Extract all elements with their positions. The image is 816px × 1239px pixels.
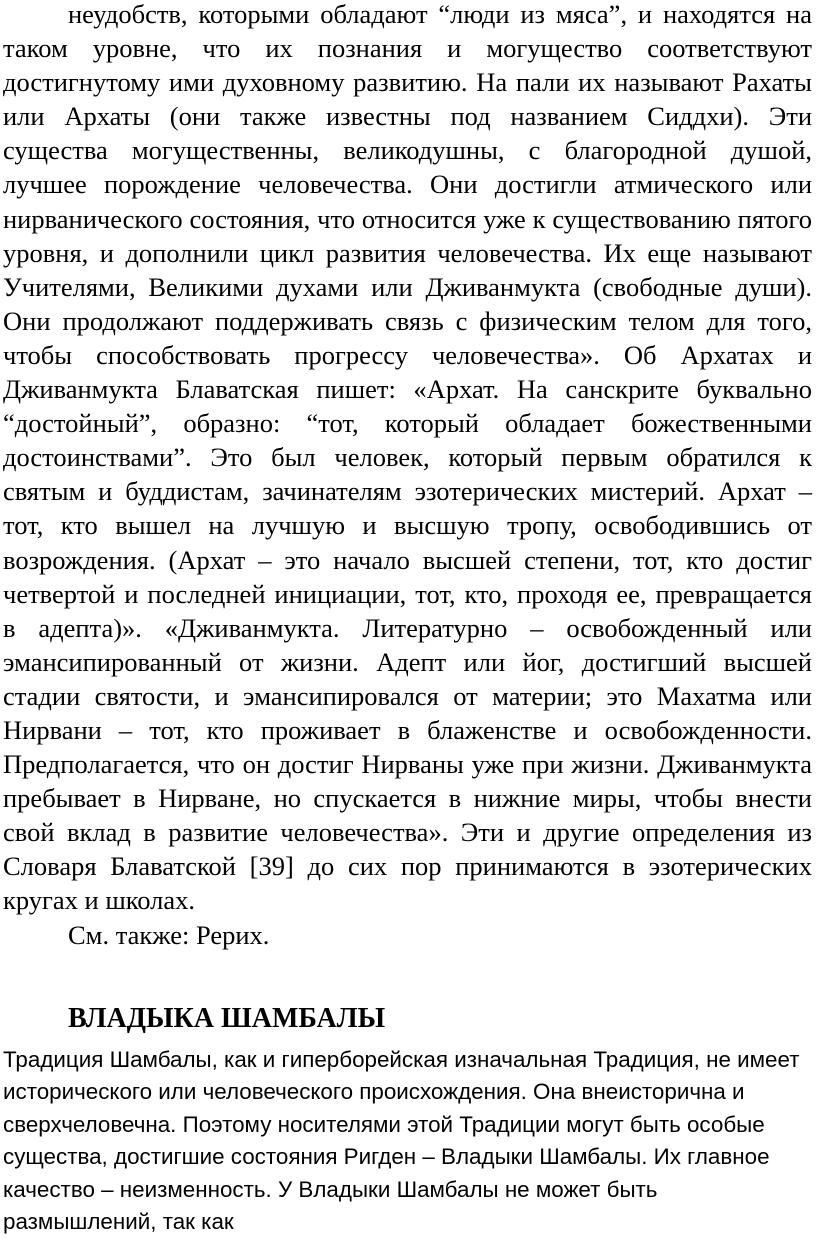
body-paragraph-arhats: неудобств, которыми обладают “люди из мяса”, и находятся на таком уровне, что их познания и могущество соответствуют достигнутому ими духовному развитию. На пали их называют Рахаты или Архаты (они также известны под названием Сиддхи). Эти существа могущественны, великодушны, с благородной душой, лучшее порождение человечества. Они достигли атмического или нирванического состояния, что относится уже к существованию пятого уровня, и дополнили цикл развития человечества. Их еще называют Учителями, Великими духами или Дживанмукта (свободные души). Они продолжают поддерживать связь с физическим телом для того, чтобы способствовать прогрессу человечества». Об Архатах и Дживанмукта Блаватская пишет: «Архат. На санскрите буквально “достойный”, образно: “тот, который обладает божественными достоинствами”. Это был человек, который первым обратился к святым и буддистам, зачинателям эзотерических мистерий. Архат – тот, кто вышел на лучшую и высшую тропу, освободившись от возрождения. (Архат – это начало высшей степени, тот, кто достиг четвертой и последней инициации, тот, кто, проходя ее, превращается в адепта)». «Дживанмукта. Литературно – освобожденный или эмансипированный от жизни. Адепт или йог, достигший высшей стадии святости, и эмансипировался от материи; это Махатма или Нирвани – тот, кто проживает в блаженстве и освобожденности. Предполагается, что он достиг Нирваны уже при жизни. Дживанмукта пребывает в Нирване, но спускается в нижние миры, чтобы внести свой вклад в развитие человечества». Эти и другие определения из Словаря Блаватской [39] до сих пор принимаются в эзотерических кругах и школах. [3, 0, 812, 916]
body-paragraph-shambhala: Традиция Шамбалы, как и гиперборейская изначальная Традиция, не имеет исторического или человеческого происхождения. Она внеисторична и сверхчеловечна. Поэтому носителями этой Традиции могут быть особые существа, достигшие состояния Ригден – Владыки Шамбалы. Их главное качество – неизменность. У Владыки Шамбалы не может быть размышлений, так как [3, 1046, 800, 1235]
see-also-reference: См. также: Рерих. [68, 919, 270, 950]
section-heading: ВЛАДЫКА ШАМБАЛЫ [68, 1002, 386, 1034]
